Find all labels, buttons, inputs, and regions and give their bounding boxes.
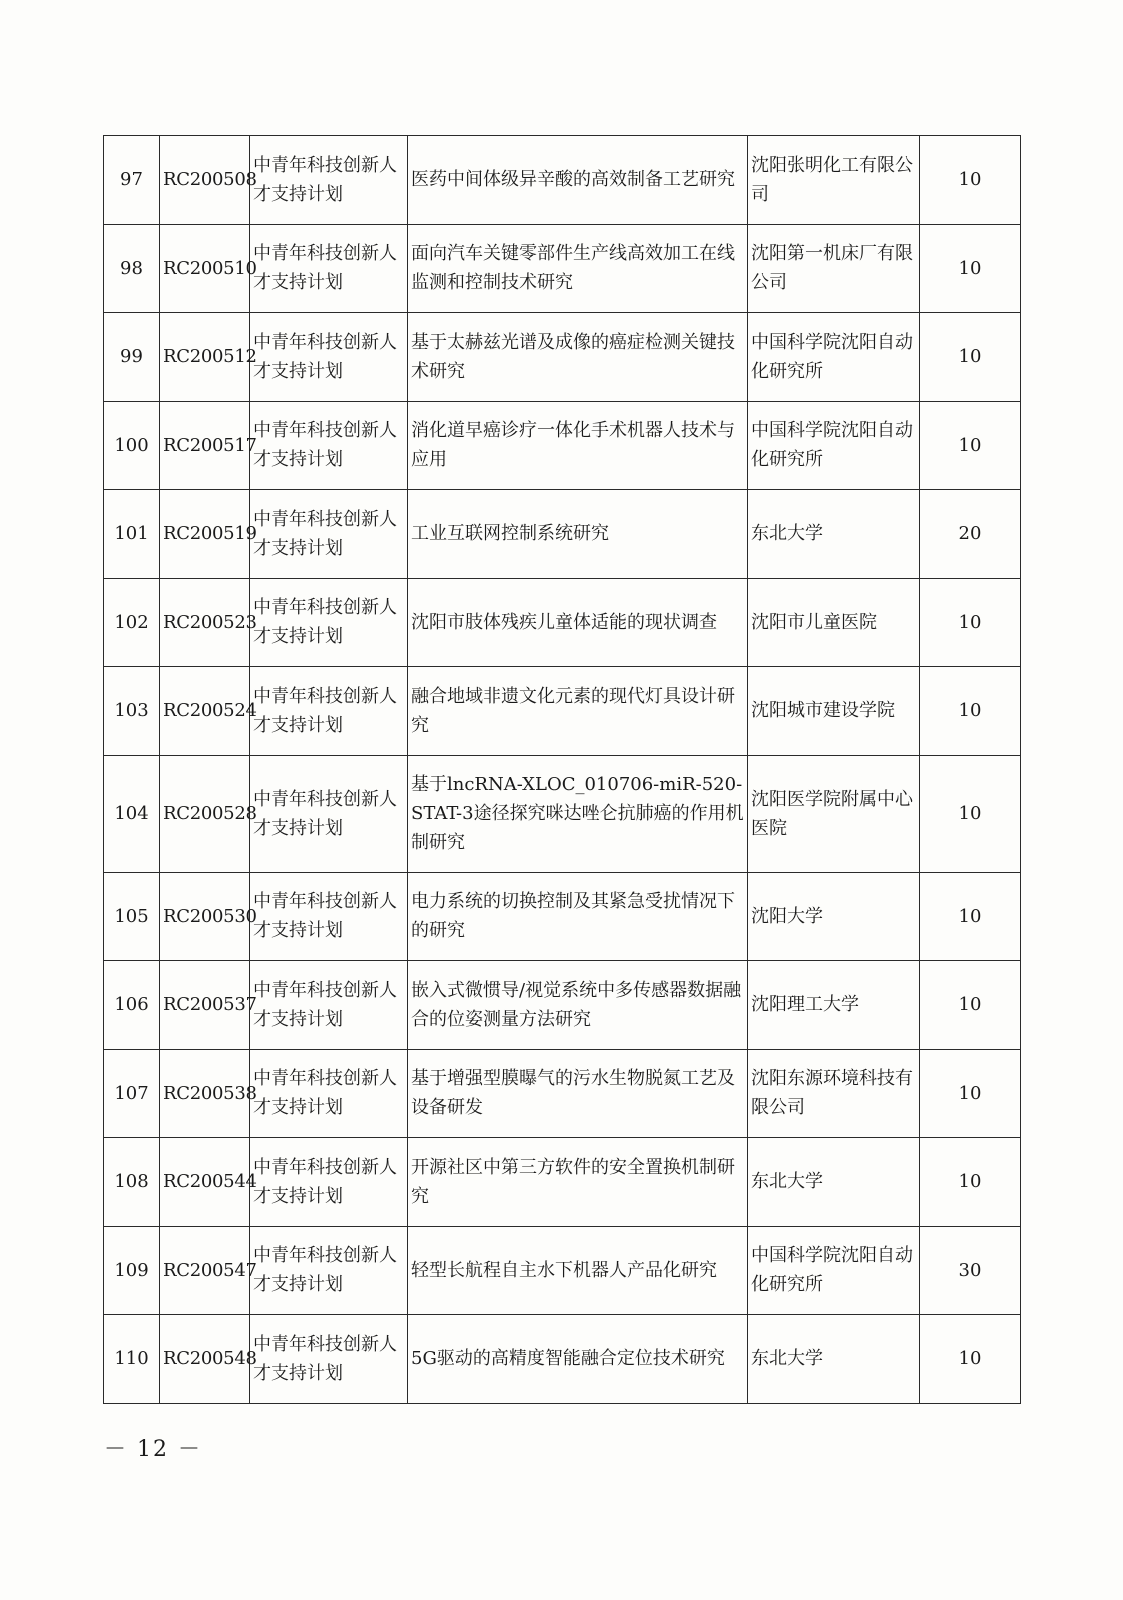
row-number: 105 bbox=[104, 872, 160, 961]
project-code: RC200512 bbox=[160, 313, 250, 402]
project-table-body bbox=[104, 136, 1021, 1404]
project-topic: 开源社区中第三方软件的安全置换机制研究 bbox=[408, 1138, 748, 1227]
project-topic: 5G驱动的高精度智能融合定位技术研究 bbox=[408, 1315, 748, 1404]
project-code: RC200548 bbox=[160, 1315, 250, 1404]
table-row bbox=[104, 136, 1021, 225]
funding-amount: 10 bbox=[920, 1049, 1021, 1138]
project-topic: 基于lncRNA-XLOC_010706-miR-520-STAT-3途径探究咪达唑仑抗肺癌的作用机制研究 bbox=[408, 755, 748, 872]
project-topic: 工业互联网控制系统研究 bbox=[408, 490, 748, 579]
organization: 中国科学院沈阳自动化研究所 bbox=[748, 313, 920, 402]
project-topic: 面向汽车关键零部件生产线高效加工在线监测和控制技术研究 bbox=[408, 224, 748, 313]
project-code: RC200524 bbox=[160, 667, 250, 756]
row-number: 110 bbox=[104, 1315, 160, 1404]
project-code: RC200510 bbox=[160, 224, 250, 313]
program-name: 中青年科技创新人才支持计划 bbox=[250, 313, 408, 402]
organization: 沈阳张明化工有限公司 bbox=[748, 136, 920, 225]
project-topic: 消化道早癌诊疗一体化手术机器人技术与应用 bbox=[408, 401, 748, 490]
funding-amount: 10 bbox=[920, 755, 1021, 872]
row-number: 106 bbox=[104, 961, 160, 1050]
project-topic: 基于增强型膜曝气的污水生物脱氮工艺及设备研发 bbox=[408, 1049, 748, 1138]
row-number: 101 bbox=[104, 490, 160, 579]
funding-amount: 10 bbox=[920, 313, 1021, 402]
page-number: － 12 － bbox=[104, 1437, 202, 1462]
project-topic: 基于太赫兹光谱及成像的癌症检测关键技术研究 bbox=[408, 313, 748, 402]
project-code: RC200528 bbox=[160, 755, 250, 872]
organization: 沈阳大学 bbox=[748, 872, 920, 961]
funding-amount: 10 bbox=[920, 1315, 1021, 1404]
organization: 东北大学 bbox=[748, 1138, 920, 1227]
table-row bbox=[104, 1315, 1021, 1404]
row-number: 102 bbox=[104, 578, 160, 667]
project-code: RC200519 bbox=[160, 490, 250, 579]
project-topic: 嵌入式微惯导/视觉系统中多传感器数据融合的位姿测量方法研究 bbox=[408, 961, 748, 1050]
project-code: RC200538 bbox=[160, 1049, 250, 1138]
row-number: 97 bbox=[104, 136, 160, 225]
project-topic: 沈阳市肢体残疾儿童体适能的现状调查 bbox=[408, 578, 748, 667]
program-name: 中青年科技创新人才支持计划 bbox=[250, 755, 408, 872]
funding-amount: 10 bbox=[920, 136, 1021, 225]
table-row bbox=[104, 490, 1021, 579]
project-code: RC200544 bbox=[160, 1138, 250, 1227]
funding-amount: 10 bbox=[920, 401, 1021, 490]
program-name: 中青年科技创新人才支持计划 bbox=[250, 1049, 408, 1138]
funding-amount: 10 bbox=[920, 224, 1021, 313]
funding-amount: 10 bbox=[920, 578, 1021, 667]
organization: 东北大学 bbox=[748, 1315, 920, 1404]
table-row bbox=[104, 667, 1021, 756]
funding-amount: 20 bbox=[920, 490, 1021, 579]
table-row bbox=[104, 313, 1021, 402]
table-row bbox=[104, 401, 1021, 490]
organization: 沈阳医学院附属中心医院 bbox=[748, 755, 920, 872]
organization: 沈阳理工大学 bbox=[748, 961, 920, 1050]
organization: 沈阳市儿童医院 bbox=[748, 578, 920, 667]
table-row bbox=[104, 1049, 1021, 1138]
project-topic: 轻型长航程自主水下机器人产品化研究 bbox=[408, 1226, 748, 1315]
row-number: 104 bbox=[104, 755, 160, 872]
organization: 沈阳城市建设学院 bbox=[748, 667, 920, 756]
project-code: RC200523 bbox=[160, 578, 250, 667]
row-number: 108 bbox=[104, 1138, 160, 1227]
funding-amount: 10 bbox=[920, 961, 1021, 1050]
row-number: 109 bbox=[104, 1226, 160, 1315]
project-code: RC200537 bbox=[160, 961, 250, 1050]
table-row bbox=[104, 1138, 1021, 1227]
project-code: RC200547 bbox=[160, 1226, 250, 1315]
program-name: 中青年科技创新人才支持计划 bbox=[250, 1226, 408, 1315]
funding-amount: 30 bbox=[920, 1226, 1021, 1315]
program-name: 中青年科技创新人才支持计划 bbox=[250, 872, 408, 961]
program-name: 中青年科技创新人才支持计划 bbox=[250, 136, 408, 225]
organization: 中国科学院沈阳自动化研究所 bbox=[748, 401, 920, 490]
organization: 中国科学院沈阳自动化研究所 bbox=[748, 1226, 920, 1315]
program-name: 中青年科技创新人才支持计划 bbox=[250, 401, 408, 490]
funding-amount: 10 bbox=[920, 1138, 1021, 1227]
project-topic: 融合地域非遗文化元素的现代灯具设计研究 bbox=[408, 667, 748, 756]
row-number: 99 bbox=[104, 313, 160, 402]
table-row bbox=[104, 1226, 1021, 1315]
funding-amount: 10 bbox=[920, 667, 1021, 756]
row-number: 103 bbox=[104, 667, 160, 756]
project-topic: 电力系统的切换控制及其紧急受扰情况下的研究 bbox=[408, 872, 748, 961]
table-row bbox=[104, 872, 1021, 961]
program-name: 中青年科技创新人才支持计划 bbox=[250, 578, 408, 667]
organization: 沈阳东源环境科技有限公司 bbox=[748, 1049, 920, 1138]
project-code: RC200517 bbox=[160, 401, 250, 490]
program-name: 中青年科技创新人才支持计划 bbox=[250, 1138, 408, 1227]
project-code: RC200508 bbox=[160, 136, 250, 225]
row-number: 107 bbox=[104, 1049, 160, 1138]
table-row bbox=[104, 961, 1021, 1050]
table-row bbox=[104, 224, 1021, 313]
project-topic: 医药中间体级异辛酸的高效制备工艺研究 bbox=[408, 136, 748, 225]
row-number: 100 bbox=[104, 401, 160, 490]
organization: 东北大学 bbox=[748, 490, 920, 579]
funding-amount: 10 bbox=[920, 872, 1021, 961]
row-number: 98 bbox=[104, 224, 160, 313]
program-name: 中青年科技创新人才支持计划 bbox=[250, 1315, 408, 1404]
table-row bbox=[104, 578, 1021, 667]
project-code: RC200530 bbox=[160, 872, 250, 961]
table-row bbox=[104, 755, 1021, 872]
project-table bbox=[103, 135, 1021, 1404]
program-name: 中青年科技创新人才支持计划 bbox=[250, 667, 408, 756]
program-name: 中青年科技创新人才支持计划 bbox=[250, 961, 408, 1050]
program-name: 中青年科技创新人才支持计划 bbox=[250, 490, 408, 579]
program-name: 中青年科技创新人才支持计划 bbox=[250, 224, 408, 313]
organization: 沈阳第一机床厂有限公司 bbox=[748, 224, 920, 313]
